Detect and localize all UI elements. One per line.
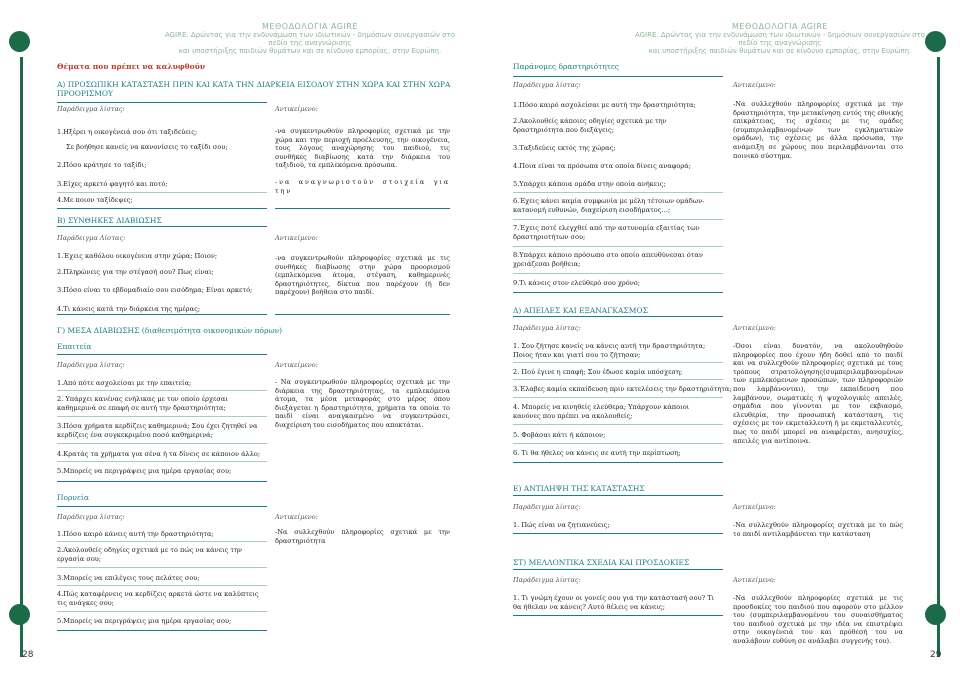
question: 6. Τι θα ήθελες να κάνεις σε αυτή την περίπτωση; <box>513 449 681 457</box>
divider <box>513 462 723 463</box>
objective-text: -Να συλλεχθούν πληροφορίες σχετικά με το πώς το παιδί αντιλαμβάνεται την κατάσταση <box>733 521 903 538</box>
divider <box>57 314 267 315</box>
header-right <box>480 0 960 56</box>
header-left <box>0 0 480 56</box>
question: 2. Πού έγινε η επαφή; Σου έδωσε καμία υπόσχεση; <box>513 368 683 376</box>
divider <box>57 192 267 193</box>
question: 1.Από πότε ασχολείσαι με την επαιτεία; <box>57 379 192 387</box>
divider <box>57 354 267 355</box>
section-e-title: Ε) ΑΝΤΙΛΗΨΗ ΤΗΣ ΚΑΤΑΣΤΑΣΗΣ <box>513 484 645 493</box>
label-list: Παράδειγμα λίστας: <box>513 503 581 511</box>
question: 2.Ακολουθείς κάποιες οδηγίες σχετικά με την δραστηριότητα που διεξάγεις; <box>513 117 667 134</box>
divider <box>57 506 267 507</box>
header-text-left <box>160 23 460 55</box>
label-list: Παράδειγμα λίστας: <box>513 576 581 584</box>
divider <box>513 292 723 293</box>
divider <box>513 246 723 247</box>
divider <box>513 76 723 77</box>
divider <box>513 379 723 380</box>
objective-text: -Όσοι είναι δυνατόν, να ακολουθηθούν πληροφορίες που έχουν ήδη δοθεί από το παιδί και να συλλεχθούν πληροφορίες σχετικά με τους τρόπους στρατολόγησης(συμπεριλαμβανομένων των εμπλεκόμενων προσώπων, των πληροφοριών που λαμβάνονται), την εκπαίδευση που λαμβάνουν, σωματικές ή ψυχολογικές απειλές, σημάδια που γίνονται με τον εκβιασμό, ελευθερία, την προσωπική κατάσταση, τις σχέσεις με τον εκμεταλλευτή ή με εκμεταλλευτές, πως το παιδί μπορεί να αναφέρεται, ανησυχίες, απειλές για αντίποινα. <box>733 342 903 445</box>
divider <box>57 390 267 391</box>
question: 4.Ποια είναι τα πρόσωπα στα οποία δίνεις αναφορά; <box>513 162 691 170</box>
label-objective: Αντικείμενο: <box>275 105 318 113</box>
question: 1. Σου ζήτησε κανείς να κάνεις αυτή την δραστηριότητα; Ποιος ήταν και γιατί σου το ζήτησαν; <box>513 342 706 359</box>
section-f-title: ΣΤ) ΜΕΛΛΟΝΤΙΚΑ ΣΧΕΔΙΑ ΚΑΙ ΠΡΟΣΔΟΚΙΕΣ <box>513 558 690 567</box>
label-objective: Αντικείμενο: <box>733 81 776 89</box>
divider <box>513 316 723 317</box>
divider <box>513 615 723 616</box>
label-objective: Αντικείμενο: <box>275 361 318 369</box>
question: 9.Τι κάνεις στον ελεύθερό σου χρόνο; <box>513 279 640 287</box>
header-line2: και υποστήριξης παιδιών θυμάτων και σε κίνδυνο εμπορίας, στην Ευρώπη. <box>178 47 442 55</box>
corner-dot-icon <box>925 604 946 625</box>
divider <box>513 219 723 220</box>
question: 4. Μπορείς να κινηθείς ελεύθερα; Υπάρχουν κάποιοι κανόνες που πρέπει να ακολουθείς; <box>513 403 690 420</box>
question: 5.Μπορείς να περιγράψεις μια ημέρα εργασίας σου; <box>57 467 232 475</box>
label-objective: Αντικείμενο: <box>275 513 318 521</box>
section-c-title: Γ) ΜΕΣΑ ΔΙΑΒΙΩΣΗΣ (διαθεσιμότητα οικονομικών πόρων) <box>57 326 283 335</box>
question: 4.Κρατάς τα χρήματα για σένα ή τα δίνεις σε κάποιον άλλο; <box>57 450 261 458</box>
right-heading: Παράνομες δραστηριότητες <box>513 62 619 71</box>
question: 3.Έλαβες καμία εκπαίδευση πριν εκτελέσεις την δραστηριότητα; <box>513 385 732 393</box>
objective-text: -Να συλλεχθούν πληροφορίες σχετικά με την δραστηριότητα, την μετακίνηση εντός της εθνικής επικράτειας, τις σχέσεις με τις ομάδες (συμπεριλαμβανομένων των εγκληματικών ομάδων), τις σχέσεις με άλλα πρόσωπα, την ανάμειξη σε χώρους που περιλαμβάνονται στο ποινικό σύστημα. <box>733 100 903 160</box>
divider <box>57 208 267 209</box>
divider <box>57 226 267 227</box>
question: 5.Μπορείς να περιγράψεις μια ημέρα εργασίας σου; <box>57 617 232 625</box>
corner-dot-icon <box>9 31 30 52</box>
divider <box>513 569 723 570</box>
question: 2.Πόσο κράτησε το ταξίδι; <box>57 161 147 169</box>
page-number-right: 29 <box>930 650 942 660</box>
question: 3.Ταξιδεύεις εκτός της χώρας; <box>513 144 616 152</box>
question: 1.Ηξέρει η οικογένειά σου ότι ταξιδεύεις; <box>57 128 198 136</box>
header-text-right <box>630 23 930 55</box>
header-title: ΜΕΘΟΔΟΛΟΓΙΑ AGIRE <box>732 22 828 31</box>
divider <box>57 567 267 568</box>
divider <box>513 533 723 534</box>
header-line2: και υποστήριξης παιδιών θυμάτων και σε κίνδυνο εμπορίας, στην Ευρώπη. <box>648 47 912 55</box>
page-number-left: 28 <box>22 650 34 660</box>
label-list: Παράδειγμα λίστας: <box>513 324 581 332</box>
page-edge-right <box>937 57 940 657</box>
label-objective: Αντικείμενο: <box>733 576 776 584</box>
divider <box>513 362 723 363</box>
divider <box>513 424 723 425</box>
label-list: Παράδειγμα λίστας: <box>513 81 581 89</box>
divider <box>57 481 267 482</box>
divider <box>513 443 723 444</box>
divider <box>513 273 723 274</box>
divider <box>57 630 267 631</box>
question: 4.Τι κάνεις κατά την διάρκεια της ημέρας; <box>57 305 201 313</box>
question: 2.Ακολουθείς οδηγίες σχετικά με το πώς να κάνεις την εργασία σου; <box>57 546 243 563</box>
section-d-title: Δ) ΑΠΕΙΛΕΣ ΚΑΙ ΕΞΑΝΑΓΚΑΣΜΟΣ <box>513 306 648 315</box>
header-line1: AGIRE. Δρώντας για την ενδυνάμωση των ιδιωτικών - δημόσιων συνεργασιών στο πεδίο της αναγνώρισης <box>634 31 926 47</box>
question: 1.Έχεις καθόλου οικογένεια στην χώρα; Ποιον; <box>57 252 218 260</box>
objective-text: - Να συγκεντρωθούν πληροφορίες σχετικά με την διάρκεια της δραστηριότητας, τα εμπλεκόμενα άτομα, τα μέσα μεταφοράς στο μέρος όπου διεξάγεται η δραστηριότητα, χρήματα τα οποία το παιδί είναι αναγκασμένο να συγκεντρώσει, διαχείριση του εισοδήματος που αποκτάται. <box>275 378 450 429</box>
left-heading: Θέματα που πρέπει να καλυφθούν <box>57 62 206 71</box>
divider <box>513 192 723 193</box>
question: 1. Πώς είναι να ζητιανεύεις; <box>513 521 610 529</box>
subsection-title: Πορνεία <box>57 493 89 502</box>
section-b-title: Β) ΣΥΝΘΗΚΕΣ ΔΙΑΒΙΩΣΗΣ <box>57 216 162 225</box>
divider <box>513 397 723 398</box>
divider <box>57 443 267 444</box>
question: Σε βοήθησε κανείς να κανονίσεις το ταξίδι σου; <box>66 143 228 151</box>
header-title: ΜΕΘΟΔΟΛΟΓΙΑ AGIRE <box>262 22 358 31</box>
question: 3.Πόσο είναι το εβδομαδιαίο σου εισόδημα; Είναι αρκετό; <box>57 286 253 294</box>
label-list: Παράδειγμα λίστας: <box>57 105 125 113</box>
question: 3.Μπορείς να επιλέγεις τους πελάτες σου; <box>57 574 200 582</box>
subsection-title: Επαιτεία <box>57 342 92 351</box>
objective-text: -Να συλλεχθούν πληροφορίες σχετικά με τις προσδοκίες του παιδιού που αφορούν στο μέλλον του (συμπεριλαμβανομένου του συναισθήματος του παιδιού σχετικά με την ιδέα να επιστρέψει στην οικογένειά του και πρόθεσή του να αναλάβουν ευθύνη σε ανάλαβει συγγενής του). <box>733 594 903 645</box>
question: 5.Υπάρχει κάποια ομάδα στην οποία ανήκεις; <box>513 180 666 188</box>
header-line1: AGIRE. Δρώντας για την ενδυνάμωση των ιδιωτικών - δημόσιων συνεργασιών στο πεδίο της αναγνώρισης <box>164 31 456 47</box>
question: 4.Με ποιον ταξίδεψες; <box>57 196 133 204</box>
label-list: Παράδειγμα λίστας: <box>57 513 125 521</box>
question: 4.Πώς καταφέρνεις να κερδίζεις αρκετά ώστε να καλύπτεις τις ανάγκες σου; <box>57 590 259 607</box>
divider <box>57 102 267 103</box>
corner-dot-icon <box>925 31 946 52</box>
label-list: Παράδειγμα Λίστας: <box>57 234 126 242</box>
label-objective: Αντικείμενο: <box>275 234 318 242</box>
question: 2. Υπάρχει κανένας ενήλικας με τον οποίο έρχεσαι καθημερινά σε επαφή σε αυτή την δραστηριότητα; <box>57 395 228 412</box>
label-objective: Αντικείμενο: <box>733 324 776 332</box>
question: 5. Φοβάσαι κάτι ή κάποιον; <box>513 431 606 439</box>
objective-text: -να συγκεντρωθούν πληροφορίες σχετικά με την χώρα και την περιοχή προέλευσης, την οικογένεια, τους λόγους αναχώρησης του παιδιού, τις συνθήκες διαβίωσης κατά την διάρκεια του ταξιδιού, τα εμπλεκόμενα πρόσωπα. <box>275 127 450 170</box>
objective-text: -να συγκεντρωθούν πληροφορίες σχετικά με τις συνθήκες διαβίωσης στην χώρα προορισμού (εμπλεκόμενα άτομα, στέγαση, καθημερινές δραστηριότητες, δίκτυα που παρέχουν (ή δεν παρέχουν) βοήθεια στο παιδί. <box>275 254 450 297</box>
divider <box>275 208 450 209</box>
question: 1. Τι γνώμη έχουν οι γονείς σου για την κατάστασή σου? Τι θα ήθελαν να κάνεις? Αυτό θέλεις να κάνεις; <box>513 594 715 611</box>
label-list: Παράδειγμα λίστας: <box>57 361 125 369</box>
divider <box>57 541 267 542</box>
label-objective: Αντικείμενο: <box>733 503 776 511</box>
objective-text: -Να συλλεχθούν πληροφορίες σχετικά με την δραστηριότητα <box>275 528 450 545</box>
divider <box>513 495 723 496</box>
page-edge-left <box>20 57 23 657</box>
question: 7.Έχεις ποτέ ελεγχθεί από την αστυνομία εξαιτίας των δραστηριοτήτων σου; <box>513 224 700 241</box>
question: 2.Πληρώνεις για την στέγασή σου? Πως είναι; <box>57 268 214 276</box>
objective-text: -να αναγνωριστούν στοιχεία για την <box>275 178 450 195</box>
section-a-title: Α) ΠΡΟΣΩΠΙΚΗ ΚΑΤΑΣΤΑΣΗ ΠΡΙΝ ΚΑΙ ΚΑΤΑ ΤΗΝ ΔΙΑΡΚΕΙΑ ΕΙΣΟΔΟΥ ΣΤΗΝ ΧΩΡΑ ΚΑΙ ΣΤΗΝ ΧΩΡΑ ΠΡΟΟΡΙΣΜΟΥ <box>57 80 451 98</box>
divider <box>57 461 267 462</box>
divider <box>275 314 450 315</box>
divider <box>57 585 267 586</box>
divider <box>57 611 267 612</box>
divider <box>57 416 267 417</box>
question: 3.Πόσα χρήματα κερδίζεις καθημερινά; Σου έχει ζητηθεί να κερδίζεις ένα συγκεκριμένο ποσό καθημερινά; <box>57 422 258 439</box>
question: 8.Υπάρχει κάποιο πρόσωπο στο οποίο απευθύνεσαι όταν χρειάζεσαι βοήθεια; <box>513 251 703 268</box>
question: 1.Πόσο καιρό κάνεις αυτή την δραστηριότητα; <box>57 530 214 538</box>
question: 6.Έχεις κάνει καμία συμφωνία με μέλη τέτοιων ομάδων-κατανομή ευθυνών, διαχείριση εισοδήματος…; <box>513 197 705 214</box>
question: 3.Είχες αρκετό φαγητό και ποτό; <box>57 180 168 188</box>
question: 1.Πόσο καιρό ασχολείσαι με αυτή την δραστηριότητα; <box>513 101 696 109</box>
